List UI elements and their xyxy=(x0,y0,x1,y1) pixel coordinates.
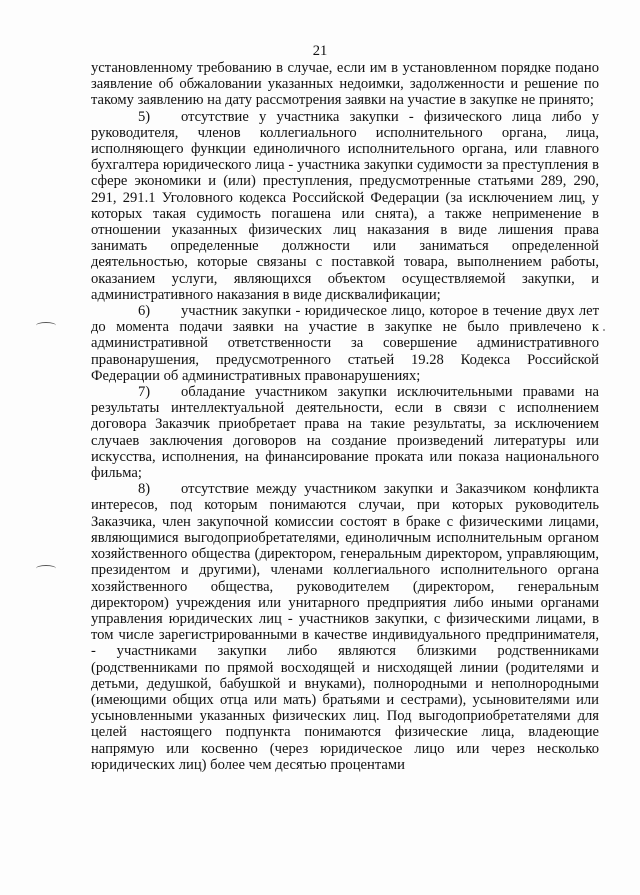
scan-margin-mark xyxy=(36,565,56,572)
paragraph-text: установленному требованию в случае, если им в установленном порядке подано заявление об обжаловании указанных недоимки, задолженности и решение по такому заявлению на дату рассмотрения заявки на участие в закупке не принято; xyxy=(91,60,599,109)
paragraph-text: обладание участником закупки исключительными правами на результаты интеллектуальной деятельности, если в связи с исполнением договора Заказчик приобретает права на такие результаты, за исключением случаев заключения договоров на создание произведений литературы или искусства, исполнения, на финансирование проката или показа национального фильма; xyxy=(91,384,599,482)
paragraph-item-8 xyxy=(91,481,599,773)
paragraph-item-7 xyxy=(91,384,599,481)
paragraph-text: участник закупки - юридическое лицо, которое в течение двух лет до момента подачи заявки на участие в закупке не было привлечено к административной ответственности за совершение административного правонарушения, предусмотренного статьей 19.28 Кодекса Российской Федерации об административных правонарушениях; xyxy=(91,303,599,384)
paragraph-item-5 xyxy=(91,109,599,303)
document-body xyxy=(91,60,599,773)
scan-margin-mark xyxy=(36,322,56,329)
paragraph-continuation xyxy=(91,60,599,109)
paragraph-item-6 xyxy=(91,303,599,384)
item-number: 5) xyxy=(138,108,151,125)
paragraph-text: отсутствие между участником закупки и Заказчиком конфликта интересов, под которым понимаются случаи, при которых руководитель Заказчика, член закупочной комиссии состоят в браке с физическими лицами, являющимися выгодоприобретателями, единоличным исполнительным органом хозяйственного общества (директором, генеральным директором, управляющим, президентом и другими), членами коллегиального исполнительного органа хозяйственного общества, руководителем (директором, генеральным директором) учреждения или унитарного предприятия либо иными органами управления юридических лиц - участников закупки, с физическими лицами, в том числе зарегистрированными в качестве индивидуального предпринимателя, - участниками закупки либо являются близкими родственниками (родственниками по прямой восходящей и нисходящей линии (родителями и детьми, дедушкой, бабушкой и внуками), полнородными и неполнородными (имеющими общих отца или мать) братьями и сестрами), усыновителями или усыновленными указанных физических лиц. Под выгодоприобретателями для целей настоящего подпункта понимаются физические лица, владеющие напрямую или косвенно (через юридическое лицо или через несколько юридических лиц) более чем десятью процентами xyxy=(91,481,599,773)
item-number: 6) xyxy=(138,303,151,320)
page-number: 21 xyxy=(312,43,328,59)
item-number: 8) xyxy=(138,481,151,498)
item-number: 7) xyxy=(138,384,151,401)
paragraph-text: отсутствие у участника закупки - физического лица либо у руководителя, членов коллегиального исполнительного органа, лица, исполняющего функции единоличного исполнительного органа, или главного бухгалтера юридического лица - участника закупки судимости за преступления в сфере экономики и (или) преступления, предусмотренные статьями 289, 290, 291, 291.1 Уголовного кодекса Российской Федерации (за исключением лиц, у которых такая судимость погашена или снята), а также неприменение в отношении указанных физических лиц наказания в виде лишения права занимать определенные должности или заниматься определенной деятельностью, которые связаны с поставкой товара, выполнением работы, оказанием услуги, являющихся объектом осуществляемой закупки, и административного наказания в виде дисквалификации; xyxy=(91,108,599,303)
scan-speck xyxy=(603,329,605,331)
